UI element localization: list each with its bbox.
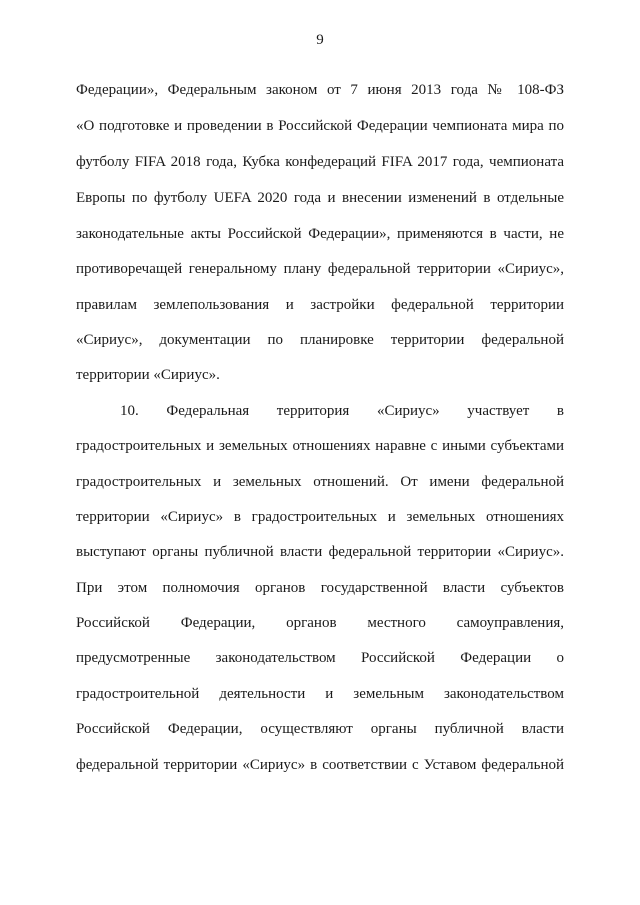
text-line: территории «Сириус». [76, 367, 220, 383]
text-line: Российской Федерации, осуществляют органы публичной власти [76, 721, 564, 737]
page-number: 9 [316, 32, 324, 48]
text-line: противоречащей генеральному плану федеральной территории «Сириус», [76, 261, 564, 277]
text-line: территории «Сириус» в градостроительных и земельных отношениях [76, 509, 564, 525]
text-line: При этом полномочия органов государственной власти субъектов [76, 580, 564, 596]
text-line: градостроительных и земельных отношениях наравне с иными субъектами [76, 438, 564, 454]
text-line: Федерации», Федеральным законом от 7 июня 2013 года № 108-ФЗ [76, 82, 564, 98]
text-line: «О подготовке и проведении в Российской Федерации чемпионата мира по [76, 118, 564, 134]
text-line: Европы по футболу UEFA 2020 года и внесении изменений в отдельные [76, 190, 564, 206]
text-line: футболу FIFA 2018 года, Кубка конфедераций FIFA 2017 года, чемпионата [76, 154, 564, 170]
paragraph-start-line: 10. Федеральная территория «Сириус» участвует в [120, 403, 564, 419]
text-line: Российской Федерации, органов местного самоуправления, [76, 615, 564, 631]
text-line: выступают органы публичной власти федеральной территории «Сириус». [76, 544, 564, 560]
text-line: правилам землепользования и застройки федеральной территории [76, 297, 564, 313]
text-line: федеральной территории «Сириус» в соответствии с Уставом федеральной [76, 757, 564, 773]
text-line: градостроительных и земельных отношений. От имени федеральной [76, 474, 564, 490]
text-line: «Сириус», документации по планировке территории федеральной [76, 332, 564, 348]
text-line: предусмотренные законодательством Российской Федерации о [76, 650, 564, 666]
text-line: законодательные акты Российской Федерации», применяются в части, не [76, 226, 564, 242]
text-line: градостроительной деятельности и земельным законодательством [76, 686, 564, 702]
